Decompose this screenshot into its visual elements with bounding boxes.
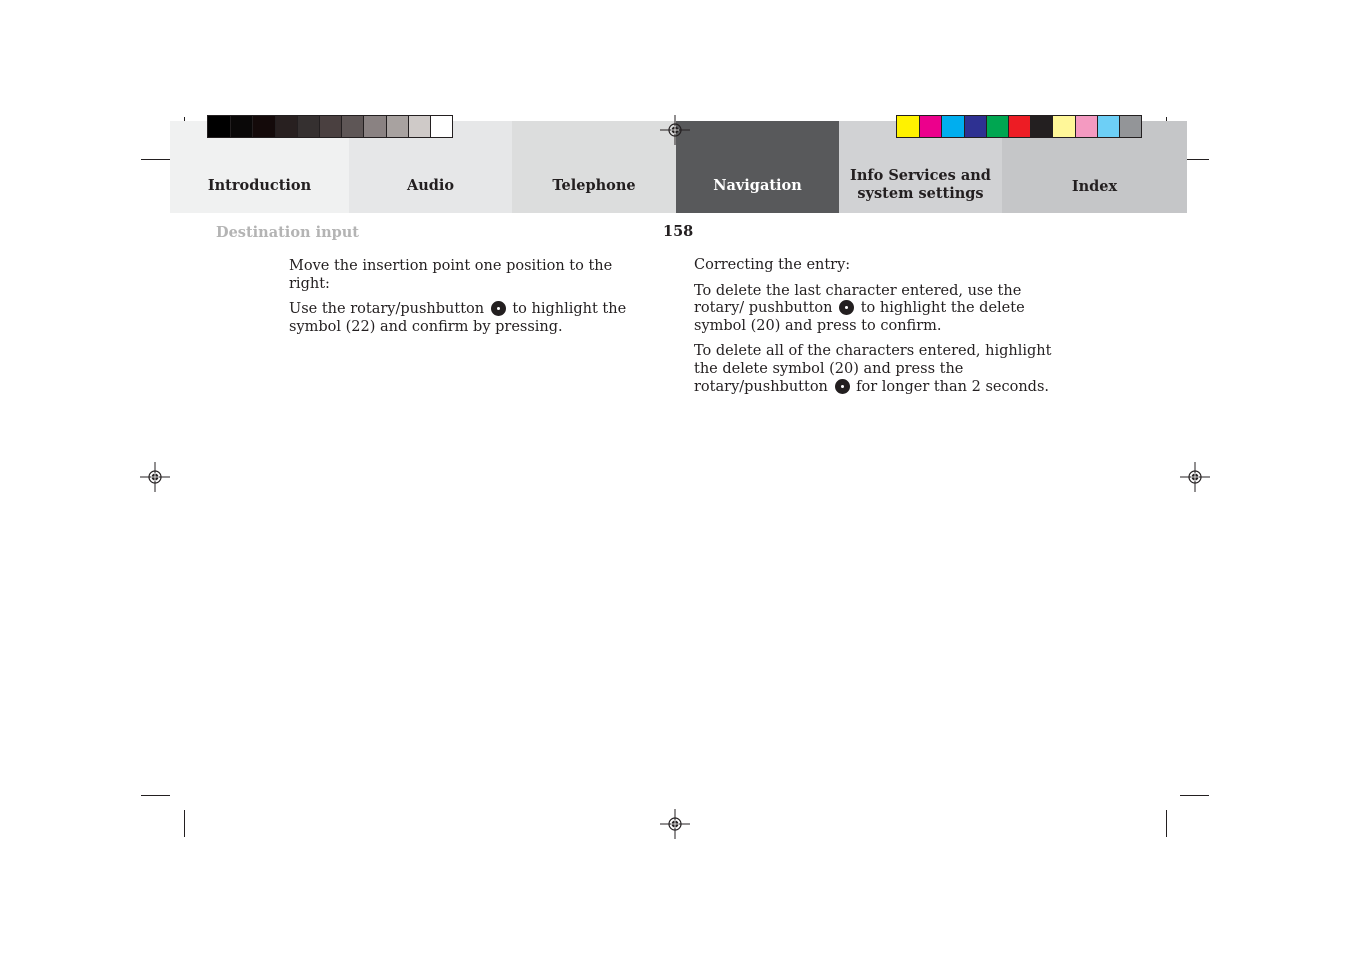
- tab-label-line1: Info Services and: [850, 167, 991, 184]
- tab-label: Index: [1071, 178, 1118, 195]
- section-title: Destination input: [216, 224, 360, 241]
- process-color-bar: [896, 115, 1142, 138]
- color-swatch: [1119, 116, 1141, 137]
- tab-label: [850, 167, 991, 203]
- color-swatch: [1030, 116, 1052, 137]
- tab-telephone[interactable]: [512, 121, 676, 213]
- paragraph-text: to highlight the delete symbol (20) and press to confirm.: [694, 300, 1025, 334]
- tab-label-line2: system settings: [857, 185, 984, 202]
- rotary-pushbutton-icon: [839, 300, 854, 315]
- rotary-pushbutton-icon: [835, 379, 850, 394]
- paragraph-text: Use the rotary/pushbutton: [289, 301, 485, 318]
- crop-mark: [184, 810, 185, 837]
- registration-mark-icon: [660, 809, 690, 839]
- color-swatch: [941, 116, 963, 137]
- color-swatch: [230, 116, 252, 137]
- color-swatch: [1097, 116, 1119, 137]
- paragraph: [694, 283, 1059, 336]
- color-swatch: [363, 116, 385, 137]
- color-swatch: [341, 116, 363, 137]
- rotary-pushbutton-icon: [491, 301, 506, 316]
- color-swatch: [319, 116, 341, 137]
- tab-label: Audio: [406, 177, 455, 194]
- color-swatch: [252, 116, 274, 137]
- color-swatch: [275, 116, 297, 137]
- grayscale-color-bar: [207, 115, 453, 138]
- paragraph: Move the insertion point one position to the right:: [289, 258, 613, 292]
- right-column: [694, 257, 1059, 404]
- color-swatch: [1075, 116, 1097, 137]
- color-swatch: [208, 116, 230, 137]
- paragraph-text: To delete all of the characters entered, highlight the delete symbol (20) and press the rotary/pushbutton: [694, 343, 1052, 395]
- color-swatch: [964, 116, 986, 137]
- color-swatch: [297, 116, 319, 137]
- color-swatch: [1008, 116, 1030, 137]
- registration-mark-icon: [660, 115, 690, 145]
- registration-mark-icon: [1180, 462, 1210, 492]
- tab-label: Telephone: [552, 177, 636, 194]
- color-swatch: [430, 116, 452, 137]
- paragraph-text: To delete the last character entered, use the rotary/ pushbutton: [694, 282, 1022, 317]
- color-swatch: [986, 116, 1008, 137]
- tab-label: Navigation: [713, 177, 802, 194]
- page-number: 158: [663, 223, 694, 240]
- tab-label: Introduction: [207, 177, 312, 194]
- tab-navigation[interactable]: [676, 121, 839, 213]
- crop-mark: [141, 159, 170, 160]
- paragraph-text: for longer than 2 seconds.: [856, 378, 1049, 395]
- paragraph: [289, 301, 654, 336]
- color-swatch: [919, 116, 941, 137]
- crop-mark: [141, 795, 170, 796]
- color-swatch: [1052, 116, 1074, 137]
- color-swatch: [897, 116, 919, 137]
- paragraph-text: to highlight the symbol (22) and confirm by pressing.: [289, 301, 627, 335]
- color-swatch: [408, 116, 430, 137]
- crop-mark: [1180, 795, 1209, 796]
- paragraph: [694, 343, 1059, 396]
- crop-mark: [1166, 810, 1167, 837]
- color-swatch: [386, 116, 408, 137]
- paragraph: Correcting the entry:: [694, 257, 851, 273]
- left-column: [289, 258, 654, 344]
- registration-mark-icon: [140, 462, 170, 492]
